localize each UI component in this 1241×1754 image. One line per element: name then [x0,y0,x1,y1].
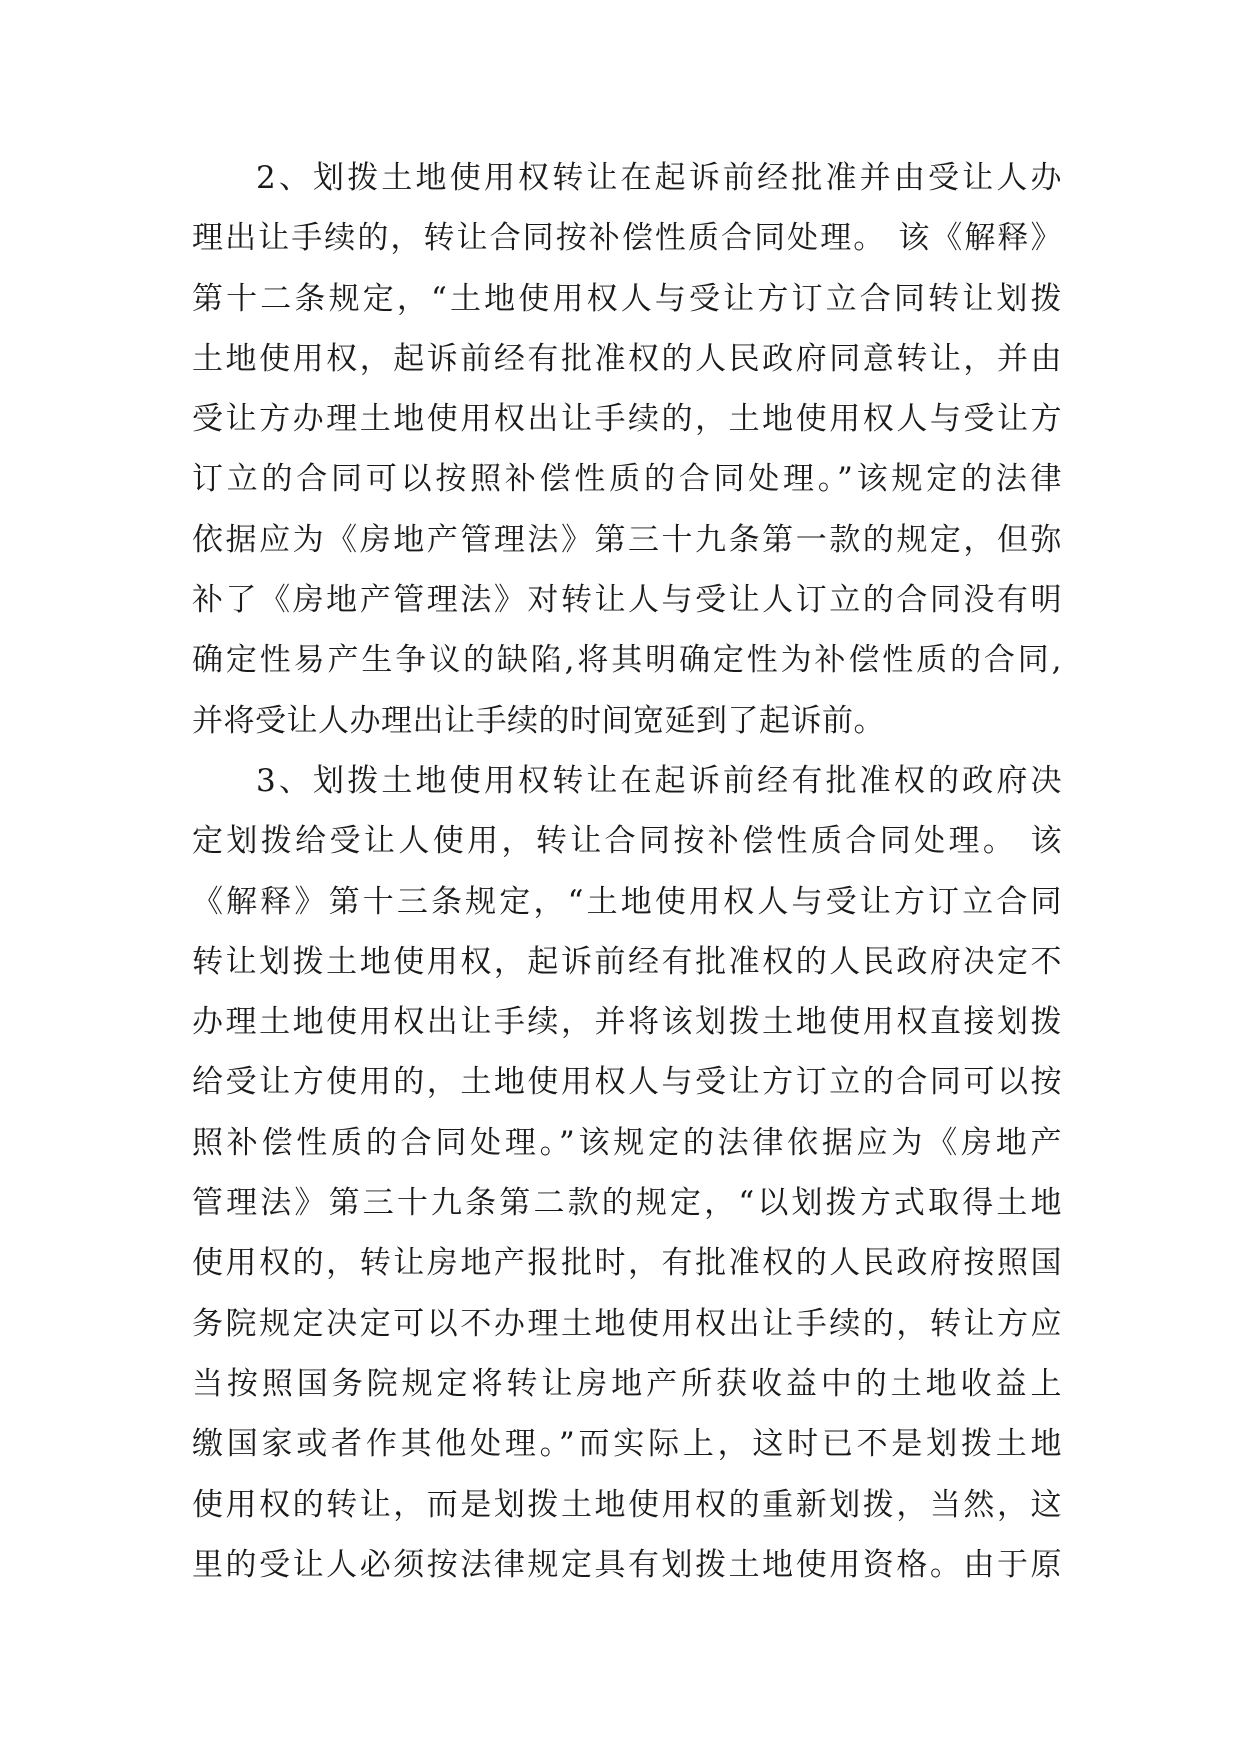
text-line: 转让划拨土地使用权，起诉前经有批准权的人民政府决定不 [192,943,1062,980]
text-line: 务院规定决定可以不办理土地使用权出让手续的，转让方应 [192,1305,1062,1342]
text-line: 确定性易产生争议的缺陷,将其明确定性为补偿性质的合同, [192,642,1062,679]
text-line: 《解释》第十三条规定，“土地使用权人与受让方订立合同 [192,883,1062,920]
text-line: 土地使用权，起诉前经有批准权的人民政府同意转让，并由 [192,340,1062,377]
text-line: 缴国家或者作其他处理。”而实际上，这时已不是划拨土地 [192,1426,1062,1463]
text-line: 定划拨给受让人使用，转让合同按补偿性质合同处理。 该 [192,823,1062,860]
text-line: 当按照国务院规定将转让房地产所获收益中的土地收益上 [192,1365,1062,1402]
text-line: 补了《房地产管理法》对转让人与受让人订立的合同没有明 [192,582,1062,619]
text-line: 管理法》第三十九条第二款的规定，“以划拨方式取得土地 [192,1185,1062,1222]
text-line: 2、划拨土地使用权转让在起诉前经批准并由受让人办 [256,160,1062,196]
text-line: 办理土地使用权出让手续，并将该划拨土地使用权直接划拨 [192,1004,1062,1041]
text-line: 使用权的，转让房地产报批时，有批准权的人民政府按照国 [192,1245,1062,1282]
text-line: 并将受让人办理出让手续的时间宽延到了起诉前。 [192,702,885,739]
text-line: 第十二条规定，“土地使用权人与受让方订立合同转让划拨 [192,280,1062,317]
text-line: 使用权的转让，而是划拨土地使用权的重新划拨，当然，这 [192,1486,1062,1523]
text-line: 受让方办理土地使用权出让手续的，土地使用权人与受让方 [192,401,1062,438]
text-line: 3、划拨土地使用权转让在起诉前经有批准权的政府决 [256,762,1062,799]
text-line: 订立的合同可以按照补偿性质的合同处理。”该规定的法律 [192,461,1062,498]
paragraph-2 [192,158,1062,761]
text-line: 给受让方使用的，土地使用权人与受让方订立的合同可以按 [192,1064,1062,1101]
text-line: 依据应为《房地产管理法》第三十九条第一款的规定，但弥 [192,521,1062,558]
text-line: 照补偿性质的合同处理。”该规定的法律依据应为《房地产 [192,1124,1062,1161]
text-line: 理出让手续的，转让合同按补偿性质合同处理。 该《解释》 [192,220,1062,257]
document-body [192,158,1062,1605]
text-line: 里的受让人必须按法律规定具有划拨土地使用资格。由于原 [192,1546,1062,1583]
paragraph-3 [192,761,1062,1605]
